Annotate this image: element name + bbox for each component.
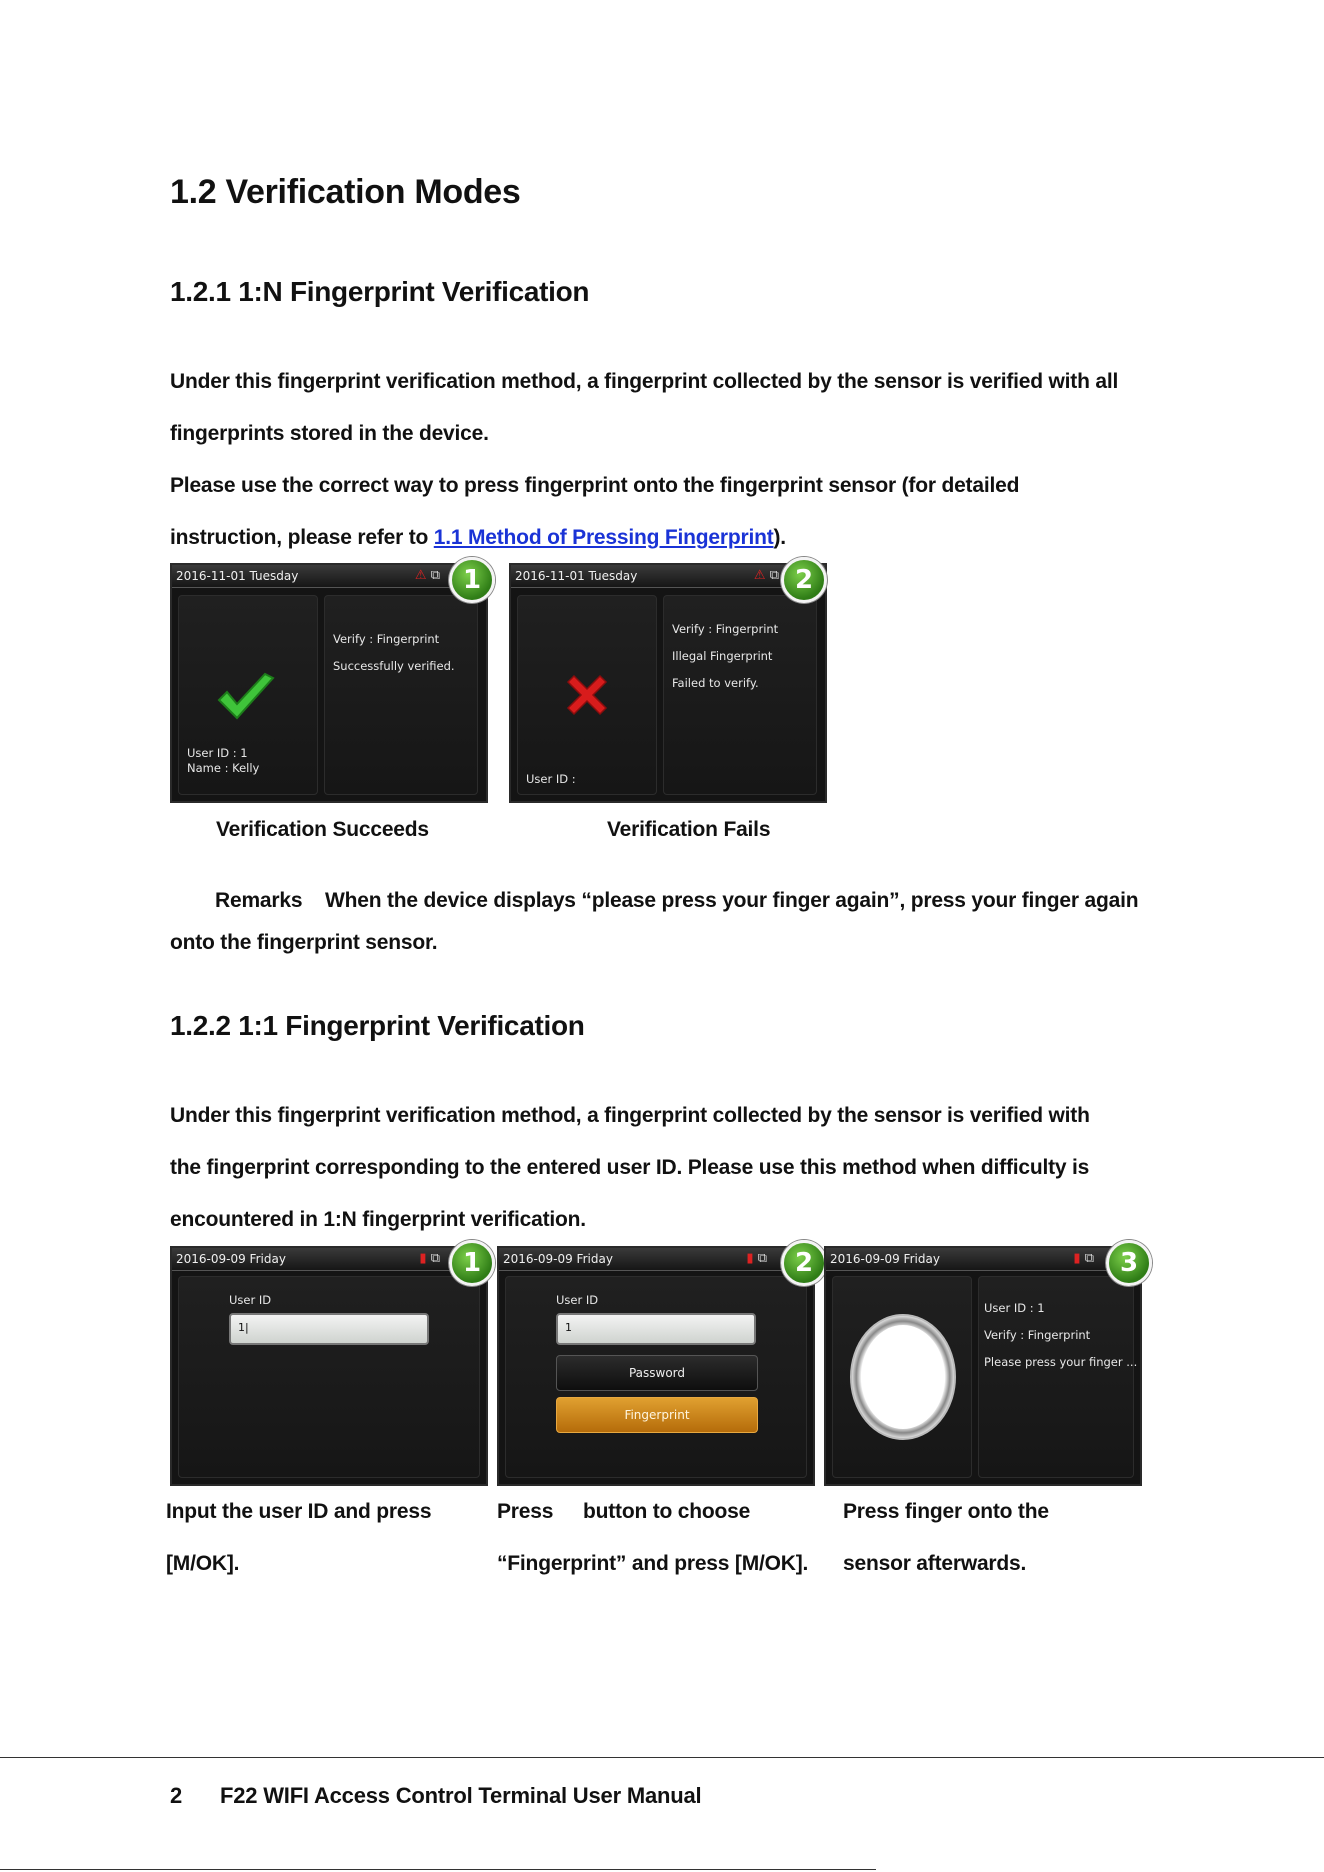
status-bar (511, 565, 825, 588)
user-id-line: User ID : 1 (187, 746, 248, 760)
warning-icon: ⚠ (414, 568, 427, 583)
left-panel (178, 595, 318, 795)
cross-icon (562, 670, 612, 720)
user-id-line: User ID : (526, 772, 576, 786)
caption-step1-line1: Input the user ID and press (166, 1500, 432, 1523)
caption-step1-line2: [M/OK]. (166, 1552, 240, 1575)
caption-step2-line2: “Fingerprint” and press [M/OK]. (497, 1552, 809, 1575)
caption-success: Verification Succeeds (216, 818, 429, 841)
device-screen-fail (509, 563, 827, 803)
user-id-label: User ID (229, 1293, 272, 1307)
right-panel (978, 1276, 1138, 1478)
status-icons (415, 568, 440, 584)
footer-divider (0, 1757, 1324, 1758)
status-bar (172, 565, 486, 588)
verify-mode-line: Verify : Fingerprint (672, 622, 779, 636)
alert-icon: ▮ (746, 1251, 754, 1266)
device-screen-choose-mode (497, 1246, 815, 1486)
footer-bottom-line (0, 1869, 876, 1870)
result-line: Failed to verify. (672, 676, 759, 690)
status-bar (826, 1248, 1140, 1271)
text-line: fingerprints stored in the device. (170, 422, 489, 445)
paragraph-11-intro (170, 1090, 1170, 1246)
text-span: instruction, please refer to (170, 526, 434, 549)
text-line: Under this fingerprint verification method, a fingerprint collected by the sensor is verified with (170, 1104, 1090, 1127)
status-icons (419, 1251, 440, 1267)
text-span: ). (773, 526, 786, 549)
status-date: 2016-09-09 Friday (830, 1252, 940, 1266)
window-icon: ⧉ (430, 568, 440, 583)
status-date: 2016-09-09 Friday (176, 1252, 286, 1266)
subsection-title-11: 1.2.2 1:1 Fingerprint Verification (170, 1010, 585, 1041)
caption-step2-line1a: Press (497, 1500, 554, 1523)
user-id-input[interactable]: 1 (556, 1313, 756, 1345)
fingerprint-sensor-icon (849, 1313, 957, 1441)
user-id-line: User ID : 1 (984, 1301, 1045, 1315)
remarks-label: Remarks (215, 889, 303, 912)
status-bar (172, 1248, 486, 1271)
footer-title: F22 WIFI Access Control Terminal User Manual (220, 1783, 702, 1808)
window-icon: ⧉ (769, 568, 779, 583)
device-screen-input-id (170, 1246, 488, 1486)
warning-icon: ⚠ (753, 568, 766, 583)
status-icons (754, 568, 779, 584)
text-line: Please use the correct way to press fingerprint onto the fingerprint sensor (for detailed (170, 474, 1020, 497)
prompt-line: Please press your finger ... (984, 1355, 1138, 1369)
window-icon: ⧉ (430, 1251, 440, 1266)
caption-step3-line1: Press finger onto the (843, 1500, 1049, 1523)
content-panel (505, 1276, 807, 1478)
status-icons (746, 1251, 767, 1267)
status-date: 2016-11-01 Tuesday (176, 569, 299, 583)
status-icons (1073, 1251, 1094, 1267)
device-screen-success (170, 563, 488, 803)
fingerprint-button[interactable]: Fingerprint (556, 1397, 758, 1433)
device-screen-press-finger (824, 1246, 1142, 1486)
verify-mode-line: Verify : Fingerprint (333, 632, 440, 646)
right-panel (324, 595, 478, 795)
step-badge: 2 (781, 1240, 827, 1286)
remarks-text-line2: onto the fingerprint sensor. (170, 931, 438, 954)
step-badge: 3 (1106, 1240, 1152, 1286)
user-id-input[interactable]: 1| (229, 1313, 429, 1345)
step-badge: 1 (449, 1240, 495, 1286)
right-panel (663, 595, 817, 795)
remarks-text-line1: When the device displays “please press your finger again”, press your finger again (325, 889, 1139, 912)
password-button[interactable]: Password (556, 1355, 758, 1391)
method-of-pressing-link[interactable]: 1.1 Method of Pressing Fingerprint (433, 526, 774, 549)
check-icon (215, 672, 277, 722)
status-date: 2016-09-09 Friday (503, 1252, 613, 1266)
step-badge: 2 (781, 557, 827, 603)
text-line: Under this fingerprint verification method, a fingerprint collected by the sensor is verified with all (170, 370, 1119, 393)
content-panel (178, 1276, 480, 1478)
text-line: encountered in 1:N fingerprint verification. (170, 1208, 586, 1231)
window-icon: ⧉ (1084, 1251, 1094, 1266)
page-number: 2 (170, 1783, 183, 1808)
text-line: the fingerprint corresponding to the entered user ID. Please use this method when difficulty is (170, 1156, 1090, 1179)
status-bar (499, 1248, 813, 1271)
user-name-line: Name : Kelly (187, 761, 260, 775)
caption-fail: Verification Fails (607, 818, 771, 841)
result-line: Successfully verified. (333, 659, 455, 673)
left-panel (832, 1276, 972, 1478)
caption-step2-line1b: button to choose (583, 1500, 751, 1523)
user-id-label: User ID (556, 1293, 599, 1307)
result-line: Illegal Fingerprint (672, 649, 773, 663)
paragraph-1n-intro (170, 356, 1170, 564)
left-panel (517, 595, 657, 795)
step-badge: 1 (449, 557, 495, 603)
alert-icon: ▮ (419, 1251, 427, 1266)
section-title: 1.2 Verification Modes (170, 173, 521, 211)
window-icon: ⧉ (757, 1251, 767, 1266)
alert-icon: ▮ (1073, 1251, 1081, 1266)
subsection-title-1n: 1.2.1 1:N Fingerprint Verification (170, 276, 590, 307)
status-date: 2016-11-01 Tuesday (515, 569, 638, 583)
verify-mode-line: Verify : Fingerprint (984, 1328, 1091, 1342)
text-line (170, 512, 1170, 564)
caption-step3-line2: sensor afterwards. (843, 1552, 1027, 1575)
